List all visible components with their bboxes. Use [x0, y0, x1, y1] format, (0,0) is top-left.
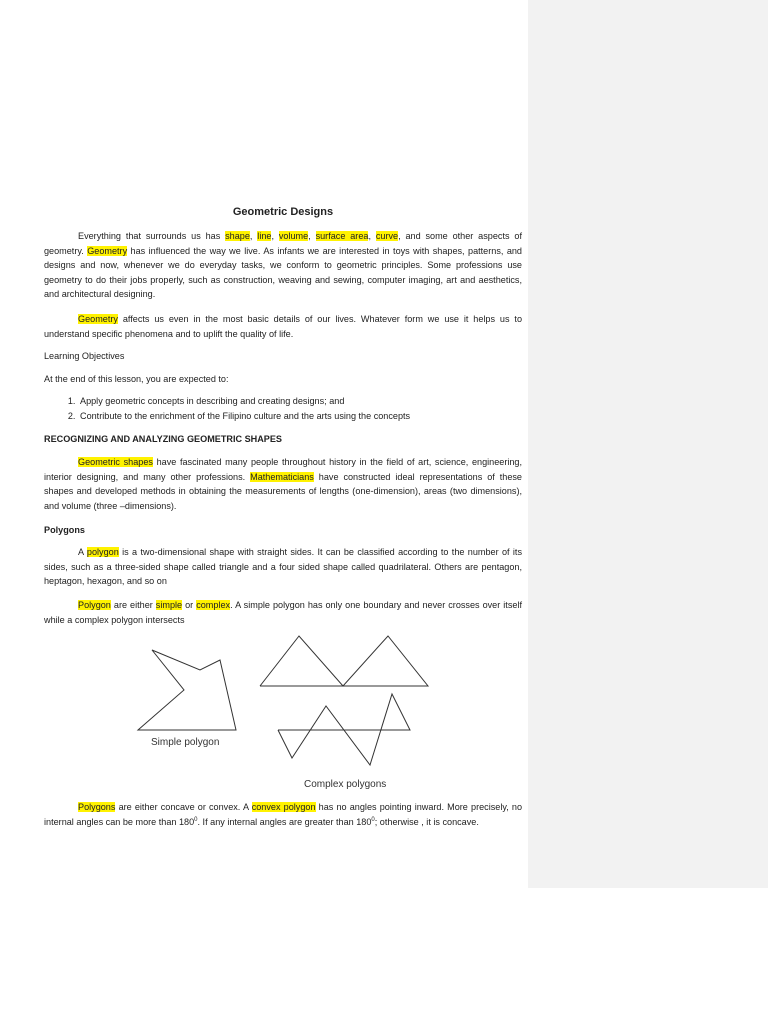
highlight-surface-area: surface area [315, 231, 369, 241]
simple-polygon-shape [138, 650, 236, 730]
highlight-geometric-shapes: Geometric shapes [78, 457, 153, 467]
intro-paragraph: Everything that surrounds us has shape, line, volume, surface area, curve, and some other aspects of geometry. Geometry has influenced the way we live. As infants we are interested in toys with shapes, patterns, and designs and now, whenever we do everyday tasks, we conform to geometric principles. Some professions use geometry to do their jobs properly, such as construction, weaving and sewing, computer imaging, art and aesthetics, and architectural designing. [44, 231, 522, 300]
highlight-convex-polygon: convex polygon [251, 802, 316, 812]
objectives-list [44, 394, 556, 423]
comment-pane [528, 0, 768, 888]
highlight-polygon-2: Polygon [78, 600, 111, 610]
geometric-shapes-paragraph: Geometric shapes have fascinated many people throughout history in the field of art, science, engineering, interior designing, and many other professions. Mathematicians have constructed ideal representations of these shapes and developed methods in obtaining the measurements of lengths (one-dimension), areas (two dimensions), and volume (three –dimensions). [44, 457, 523, 511]
complex-polygon-triangles [260, 636, 428, 686]
highlight-shape: shape [225, 231, 250, 241]
highlight-geometry: Geometry [87, 245, 128, 256]
polygons-heading: Polygons [44, 525, 85, 535]
concave-convex-paragraph: Polygons are either concave or convex. A convex polygon has no angles pointing inward. More precisely, no internal angles can be more than $180^0$. If any internal angles are greater than $180^0$; otherwise , it is concave. [44, 802, 523, 827]
highlight-complex: complex [196, 600, 231, 610]
highlight-polygons: Polygons [78, 802, 116, 812]
learning-objectives-heading: Learning Objectives [44, 351, 125, 361]
highlight-line: line [257, 231, 272, 241]
simple-complex-paragraph: Polygon are either simple or complex. A simple polygon has only one boundary and never crosses over itself while a complex polygon intersects [44, 600, 522, 625]
highlight-curve: curve [375, 231, 399, 241]
geometry-paragraph: Geometry affects us even in the most basic details of our lives. Whatever form we use it helps us to understand specific phenomena and to uplift the quality of life. [44, 314, 522, 339]
highlight-volume: volume [278, 231, 309, 241]
highlight-geometry-2: Geometry [78, 314, 118, 324]
simple-polygon-label: Simple polygon [151, 737, 220, 748]
highlight-mathematicians: Mathematicians [250, 471, 314, 482]
list-item: 2. Contribute to the enrichment of the Filipino culture and the arts using the concepts [78, 409, 556, 424]
list-item: 1. Apply geometric concepts in describing and creating designs; and [78, 394, 556, 409]
complex-polygons-label: Complex polygons [304, 779, 387, 790]
objectives-intro: At the end of this lesson, you are expected to: [44, 374, 229, 384]
polygon-figure [130, 630, 440, 800]
highlight-simple: simple [155, 600, 183, 610]
section-heading: RECOGNIZING AND ANALYZING GEOMETRIC SHAPES [44, 434, 282, 444]
polygon-definition-paragraph: A polygon is a two-dimensional shape with straight sides. It can be classified according to the number of its sides, such as a three-sided shape called triangle and a four sided shape called quadrilateral. Others are pentagon, heptagon, hexagon, and so on [44, 547, 522, 587]
highlight-polygon: polygon [86, 547, 119, 557]
complex-polygon-zigzag [278, 694, 410, 765]
page-title: Geometric Designs [232, 206, 334, 218]
